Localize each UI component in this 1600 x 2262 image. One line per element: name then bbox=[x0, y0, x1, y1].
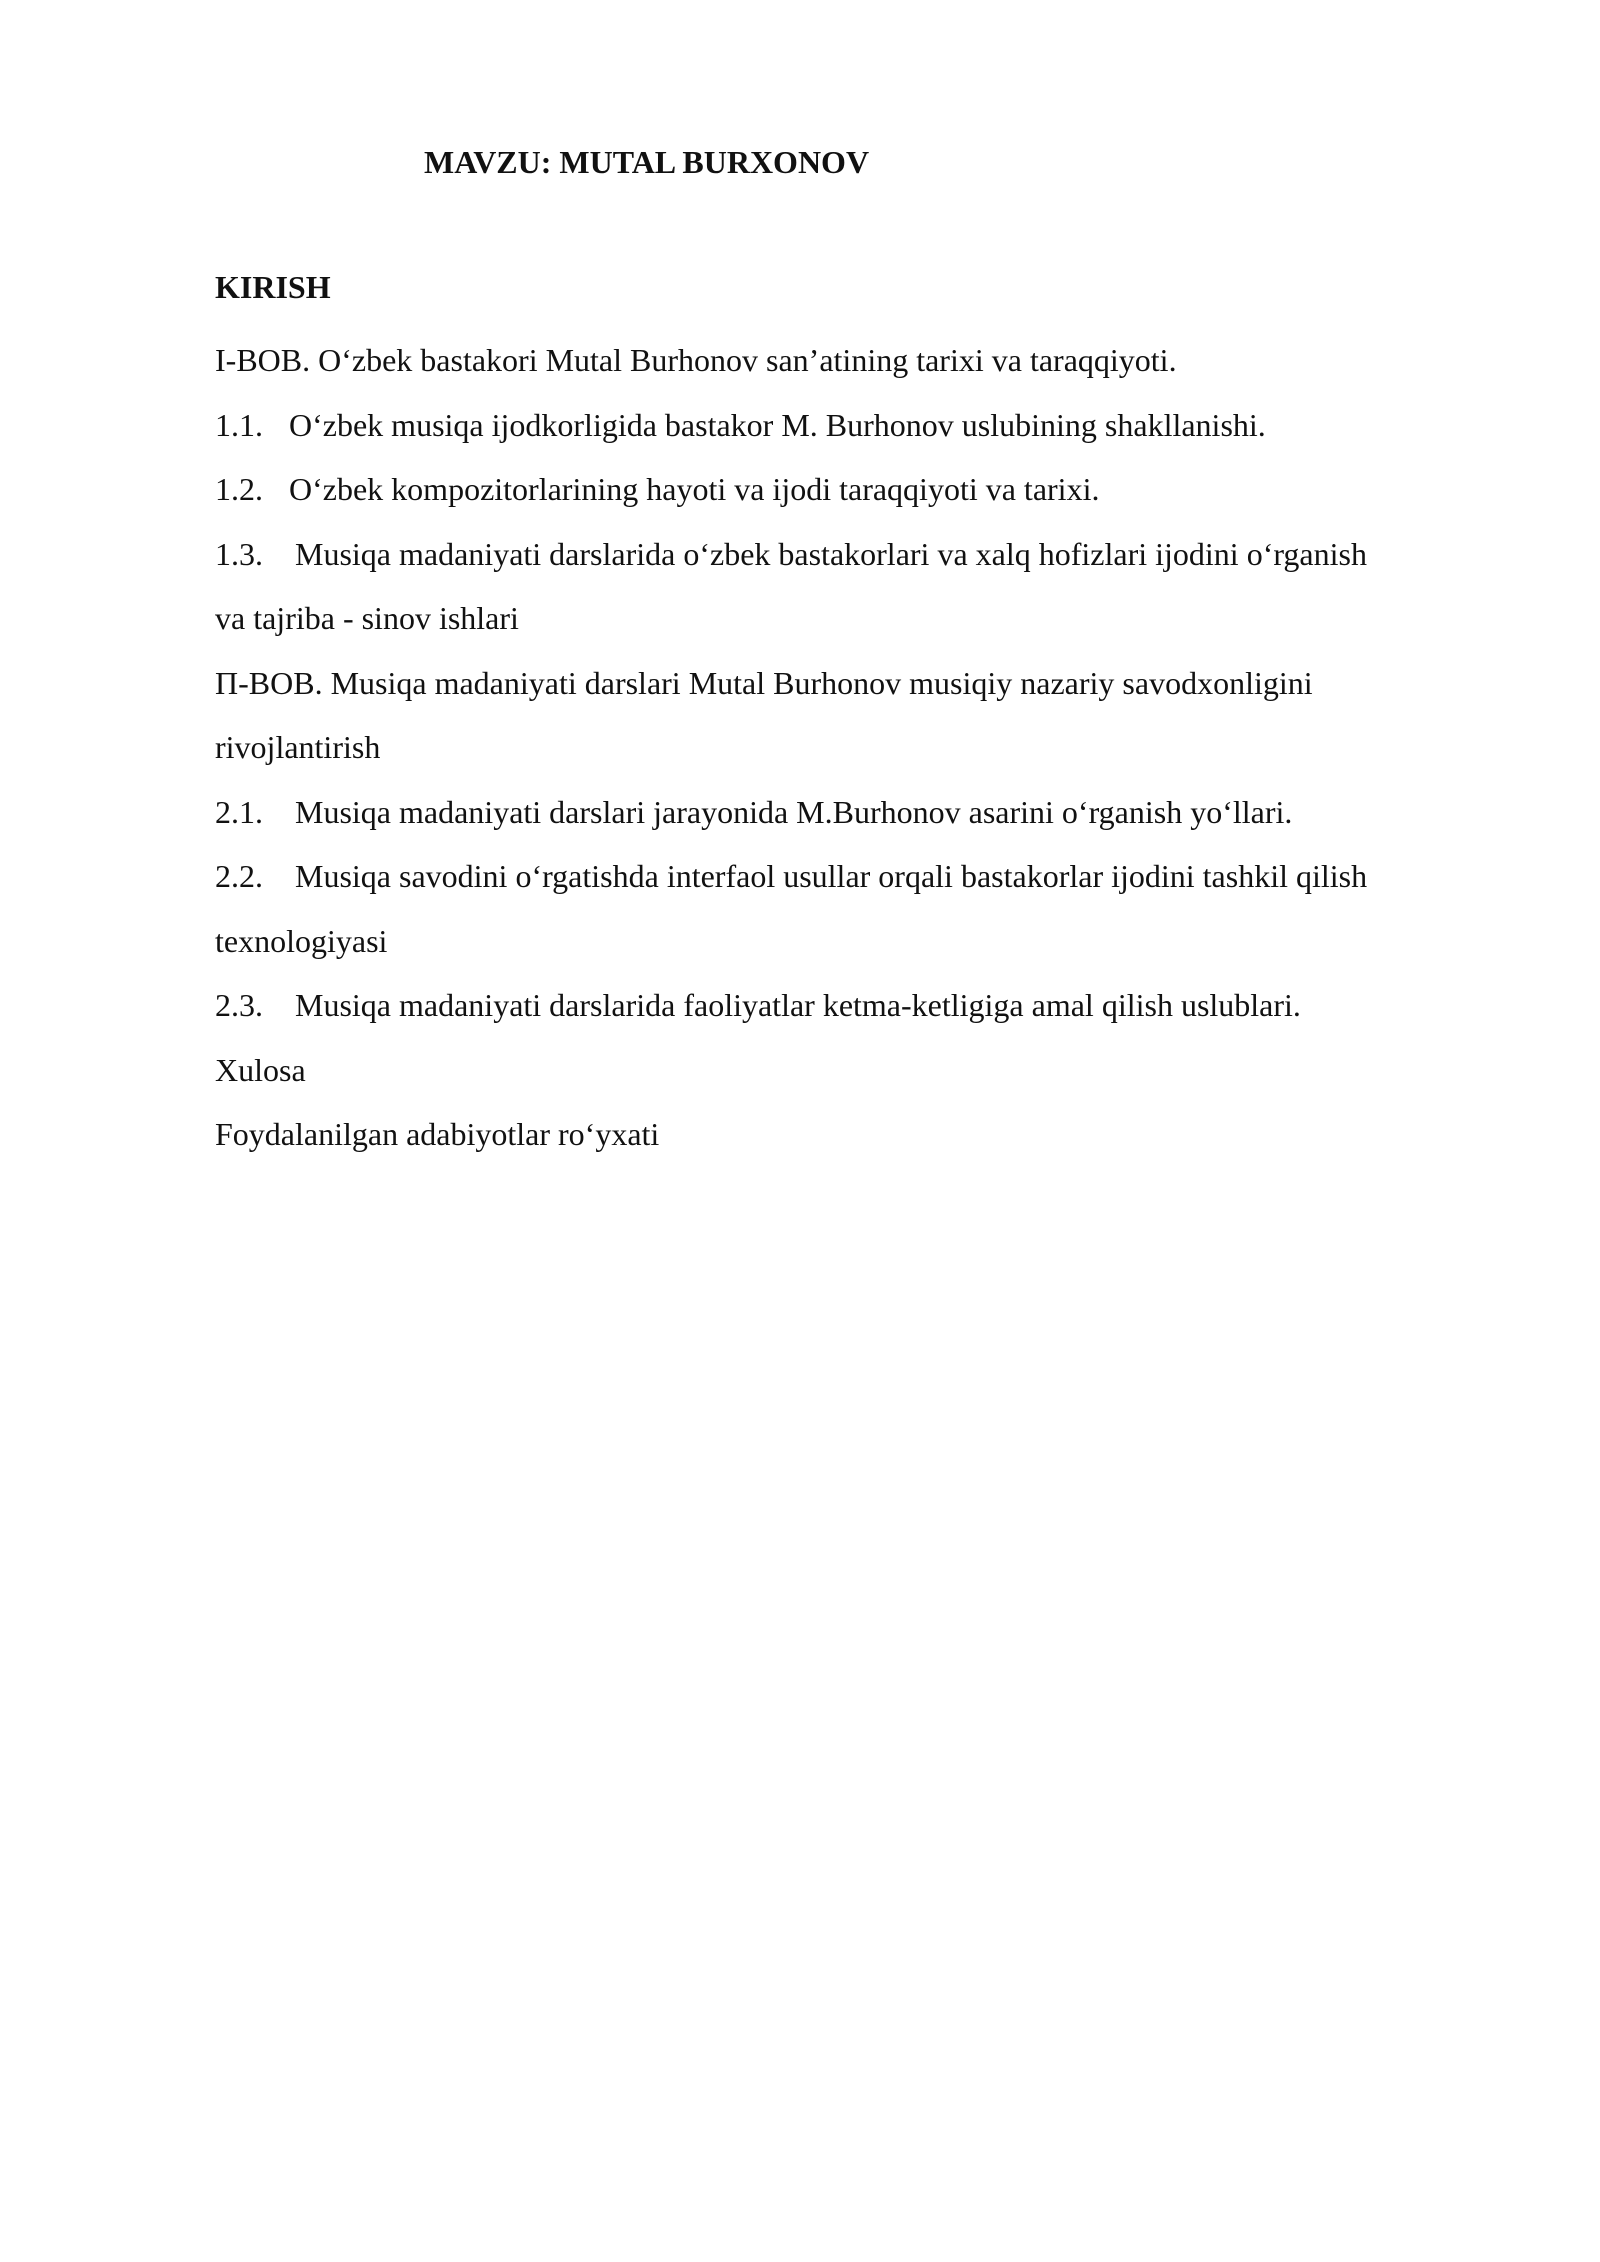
section-text: Musiqa madaniyati darslarida faoliyatlar ketma-ketligiga amal qilish uslublari. bbox=[295, 987, 1301, 1023]
section-1-3 bbox=[215, 522, 1475, 587]
chapter2-title-continuation: rivojlantirish bbox=[215, 729, 381, 765]
section-number: 1.2. bbox=[215, 471, 263, 507]
section-text: O‘zbek musiqa ijodkorligida bastakor M. Burhonov uslubining shakllanishi. bbox=[289, 406, 1266, 443]
section-number: 2.3. bbox=[215, 987, 263, 1023]
section-2-1 bbox=[215, 780, 1475, 845]
section-text: O‘zbek kompozitorlarining hayoti va ijodi taraqqiyoti va tarixi. bbox=[289, 471, 1100, 507]
section-text: Musiqa madaniyati darslarida o‘zbek bastakorlari va xalq hofizlari ijodini o‘rganish bbox=[295, 535, 1367, 572]
section-2-2 bbox=[215, 844, 1475, 909]
section-number: 1.1. bbox=[215, 406, 263, 443]
section-2-3 bbox=[215, 973, 1475, 1038]
chapter2-title: П-BOB. Musiqa madaniyati darslari Mutal Burhonov musiqiy nazariy savodxonligini bbox=[215, 664, 1313, 701]
references: Foydalanilgan adabiyotlar ro‘yxati bbox=[215, 1116, 660, 1152]
intro-heading: KIRISH bbox=[215, 269, 331, 305]
section-1-3-continuation: va tajriba - sinov ishlari bbox=[215, 600, 519, 636]
section-number: 2.1. bbox=[215, 793, 263, 830]
section-2-2-continuation: texnologiyasi bbox=[215, 922, 388, 959]
section-1-2 bbox=[215, 457, 1475, 522]
section-1-1 bbox=[215, 393, 1475, 458]
table-of-contents bbox=[215, 263, 1475, 1167]
section-text: Musiqa savodini o‘rgatishda interfaol usullar orqali bastakorlar ijodini tashkil qilish bbox=[295, 858, 1368, 894]
chapter1-title: I-BOB. O‘zbek bastakori Mutal Burhonov san’atining tarixi va taraqqiyoti. bbox=[215, 342, 1177, 378]
conclusion: Xulosa bbox=[215, 1051, 306, 1088]
section-number: 2.2. bbox=[215, 858, 263, 894]
section-number: 1.3. bbox=[215, 535, 263, 572]
document-title: MAVZU: MUTAL BURXONOV bbox=[424, 144, 870, 180]
section-text: Musiqa madaniyati darslari jarayonida M.Burhonov asarini o‘rganish yo‘llari. bbox=[295, 793, 1293, 830]
